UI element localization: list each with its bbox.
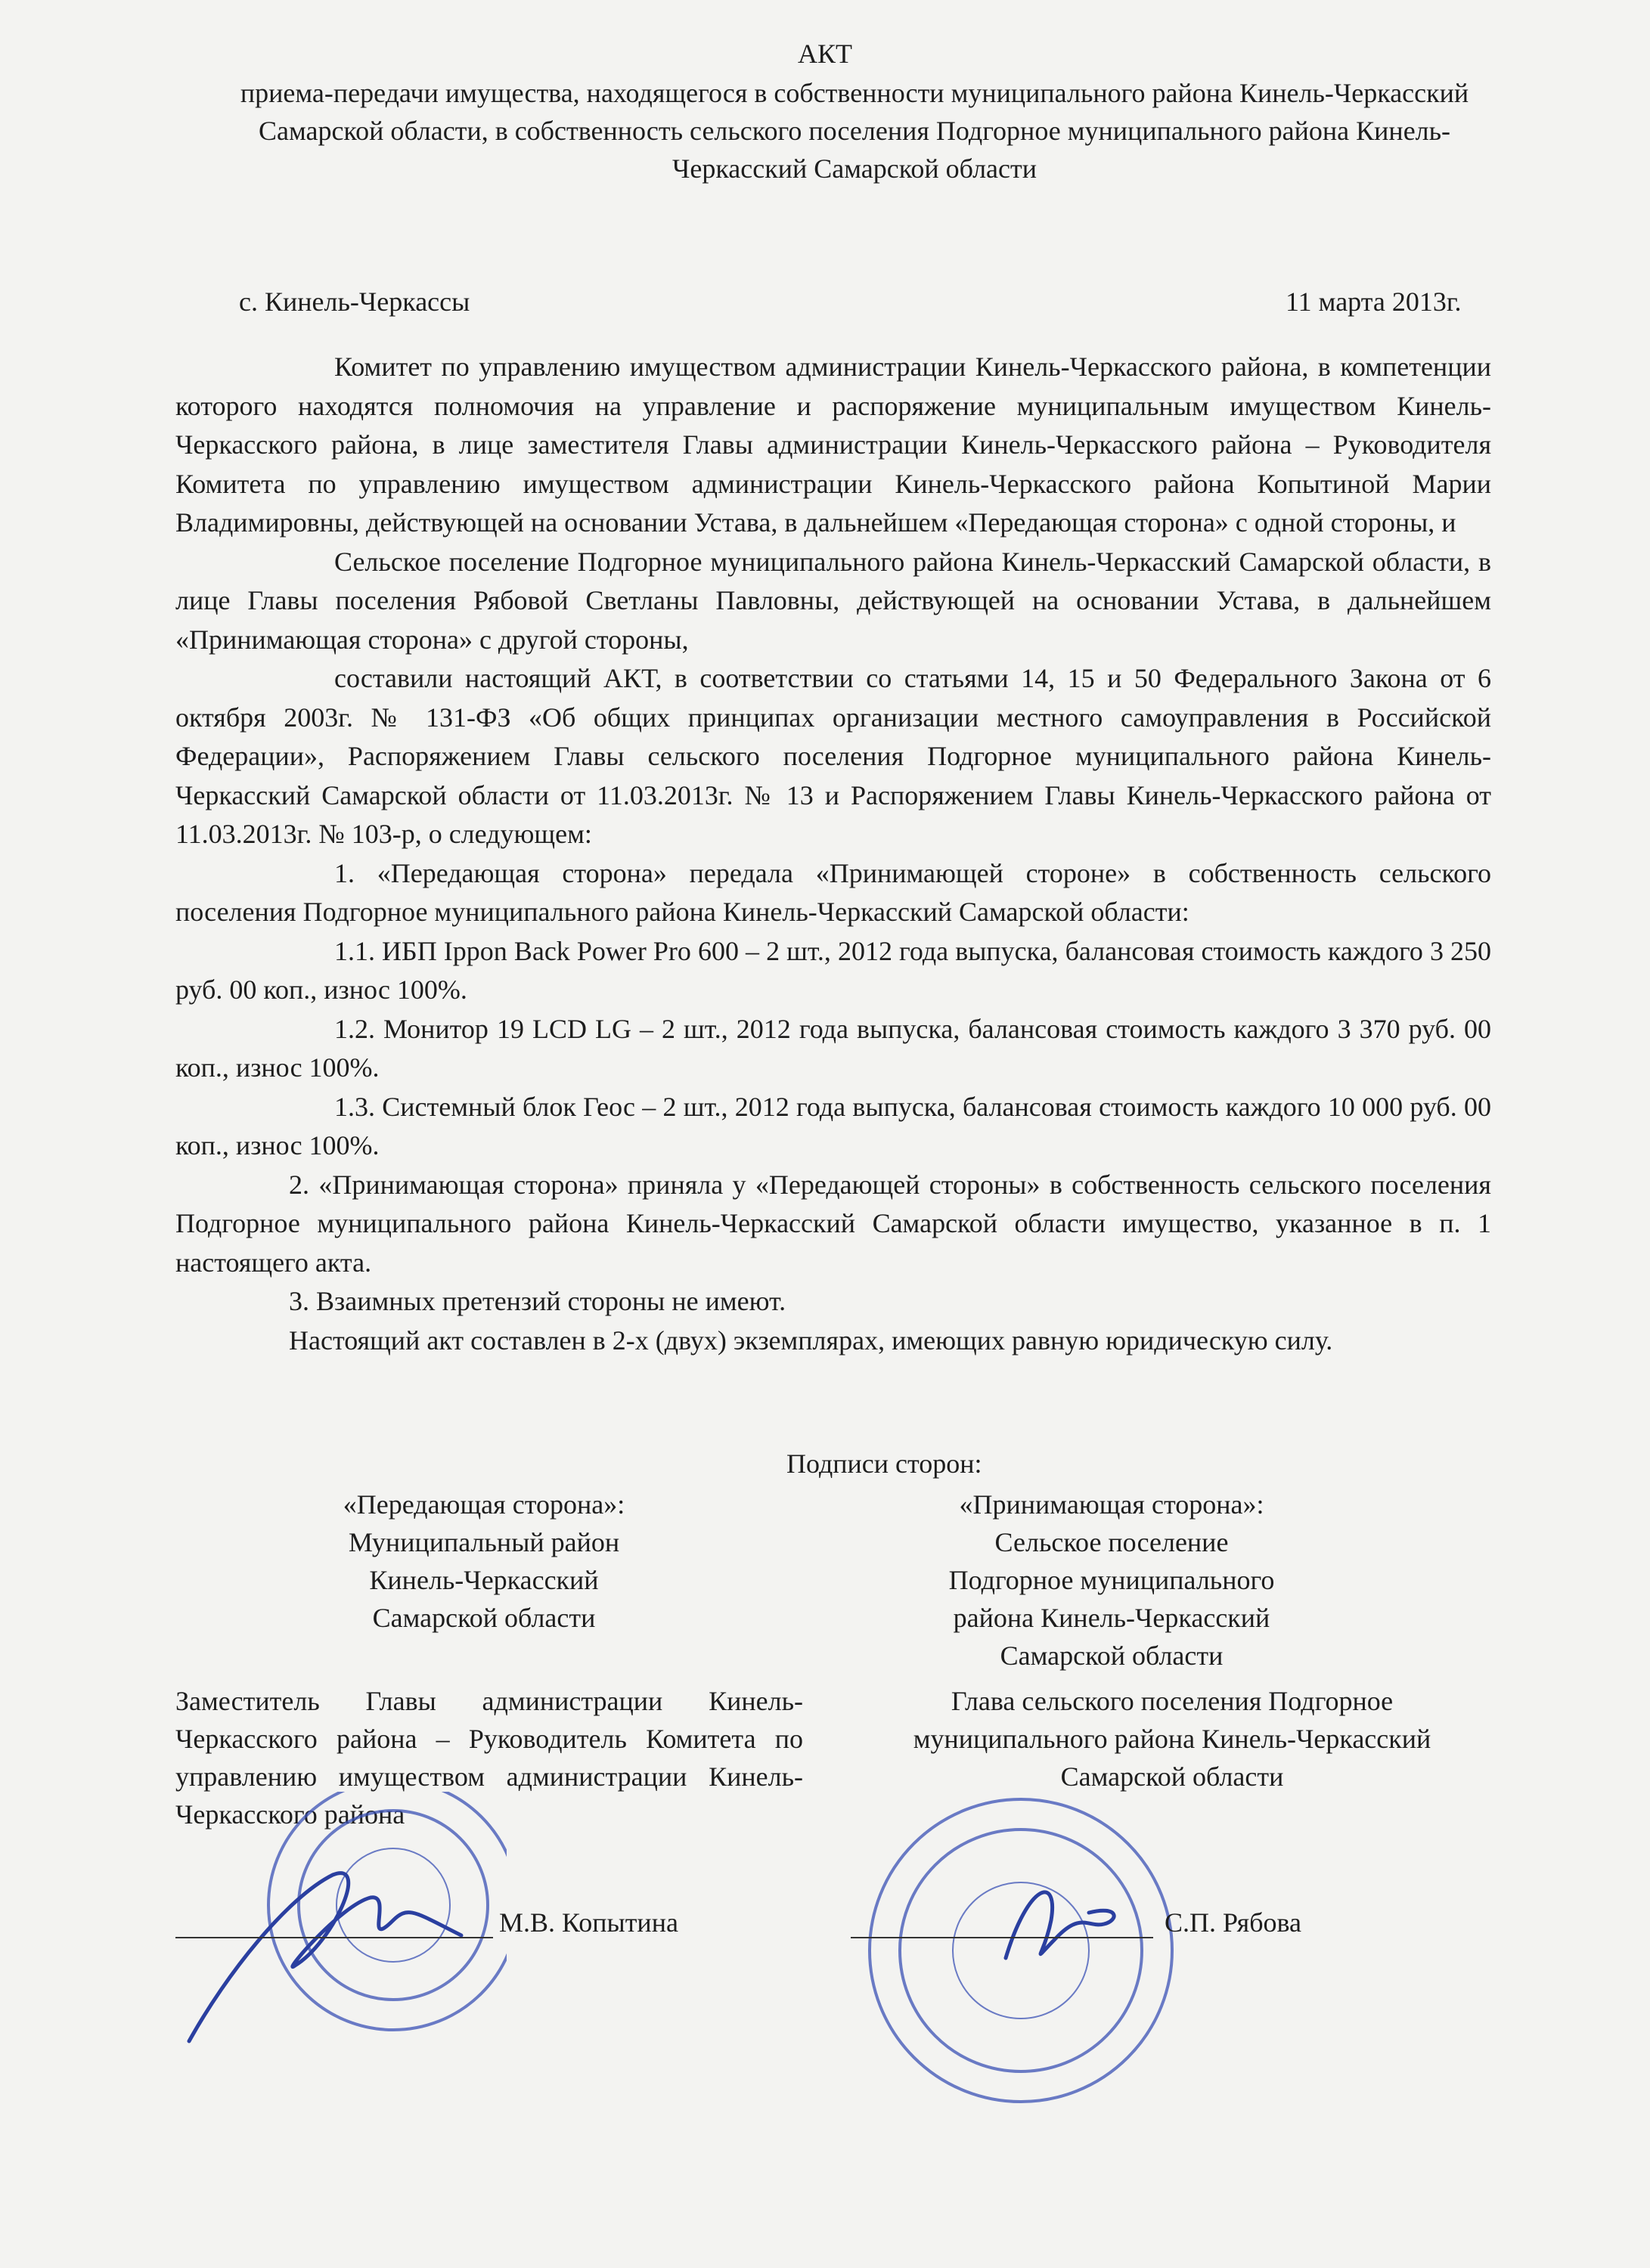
receiving-party-line: района Кинель-Черкасский: [953, 1603, 1270, 1633]
paragraph-item-3: 3. Взаимных претензий стороны не имеют.: [289, 1286, 786, 1316]
receiving-signer-name: С.П. Рябова: [1165, 1907, 1302, 1938]
paragraph-party-1: Комитет по управлению имуществом администрации Кинель-Черкасского района, в компетенции которого находятся полномочия на управление и распоряжение муниципальным имуществом Кинель-Черкасского района, в лице заместителя Главы администрации Кинель-Черкасского района – Руководителя Комитета по управлению имуществом администрации Кинель-Черкасского района Копытиной Марии Владимировны, действующей на основании Устава, в дальнейшем «Передающая сторона» с одной стороны, и: [175, 352, 1491, 538]
receiving-party-block: [877, 1486, 1346, 1675]
transferring-signer-name: М.В. Копытина: [499, 1907, 678, 1938]
paragraph-basis: составили настоящий АКТ, в соответствии со статьями 14, 15 и 50 Федерального Закона от 6 октября 2003г. № 131-ФЗ «Об общих принципах организации местного самоуправления в Российской Федерации», Распоряжением Главы сельского поселения Подгорное муниципального района Кинель-Черкасский Самарской области от 11.03.2013г. № 13 и Распоряжением Главы Кинель-Черкасского района от 11.03.2013г. № 103-р, о следующем:: [175, 663, 1491, 849]
paragraph-item-2: 2. «Принимающая сторона» приняла у «Передающей стороны» в собственность сельского поселения Подгорное муниципального района Кинель-Черкасский Самарской области имущество, указанное в п. 1 настоящего акта.: [175, 1169, 1491, 1278]
right-signature-icon: [1006, 1892, 1114, 1958]
right-stamp-icon: [862, 1792, 1180, 2109]
paragraph-item-1-3: 1.3. Системный блок Геос – 2 шт., 2012 года выпуска, балансовая стоимость каждого 10 000 руб. 00 коп., износ 100%.: [175, 1091, 1491, 1160]
paragraph-party-2: Сельское поселение Подгорное муниципального района Кинель-Черкасский Самарской области, в лице Главы поселения Рябовой Светланы Павловны, действующей на основании Устава, в дальнейшем «Принимающая сторона» с другой стороны,: [175, 546, 1491, 655]
transferring-signer-position: Заместитель Главы администрации Кинель-Черкасского района – Руководитель Комитета по управлению имуществом администрации Кинель-Черкасского района: [175, 1686, 803, 1830]
left-stamp-icon: [144, 1792, 507, 2064]
receiving-signer-position: Глава сельского поселения Подгорное муниципального района Кинель-Черкасский Самарской области: [913, 1686, 1431, 1792]
receiving-party-line: Сельское поселение: [994, 1527, 1229, 1557]
receiving-party-line: «Принимающая сторона»:: [959, 1489, 1264, 1520]
place-of-signing: с. Кинель-Черкассы: [239, 287, 470, 317]
left-signature-line: [175, 1937, 493, 1938]
paragraph-item-1: 1. «Передающая сторона» передала «Принимающей стороне» в собственность сельского поселения Подгорное муниципального района Кинель-Черкасский Самарской области:: [175, 857, 1491, 927]
paragraph-copies: Настоящий акт составлен в 2-х (двух) экземплярах, имеющих равную юридическую силу.: [289, 1325, 1333, 1356]
document-body: [175, 348, 1491, 1360]
transferring-party-line: «Передающая сторона»:: [343, 1489, 625, 1520]
transferring-party-line: Самарской области: [372, 1603, 596, 1633]
left-signature-icon: [189, 1873, 461, 2041]
signatures-heading: Подписи сторон:: [786, 1448, 982, 1479]
transferring-party-line: Кинель-Черкасский: [369, 1565, 599, 1595]
paragraph-item-1-2: 1.2. Монитор 19 LCD LG – 2 шт., 2012 года выпуска, балансовая стоимость каждого 3 370 руб. 00 коп., износ 100%.: [175, 1013, 1491, 1083]
document-date: 11 марта 2013г.: [1286, 287, 1462, 317]
receiving-party-line: Подгорное муниципального: [948, 1565, 1275, 1595]
transferring-party-block: [287, 1486, 681, 1637]
document-subtitle: приема-передачи имущества, находящегося в собственности муниципального района Кинель-Черкасский Самарской области, в собственность сельского поселения Подгорное муниципального района Кинель-Черкасский Самарской области: [240, 78, 1469, 184]
right-signature-line: [851, 1937, 1153, 1938]
document-title: АКТ: [798, 39, 852, 69]
receiving-party-line: Самарской области: [1000, 1641, 1224, 1671]
paragraph-item-1-1: 1.1. ИБП Ippon Back Power Pro 600 – 2 шт., 2012 года выпуска, балансовая стоимость каждого 3 250 руб. 00 коп., износ 100%.: [175, 935, 1491, 1005]
transferring-party-line: Муниципальный район: [348, 1527, 620, 1557]
